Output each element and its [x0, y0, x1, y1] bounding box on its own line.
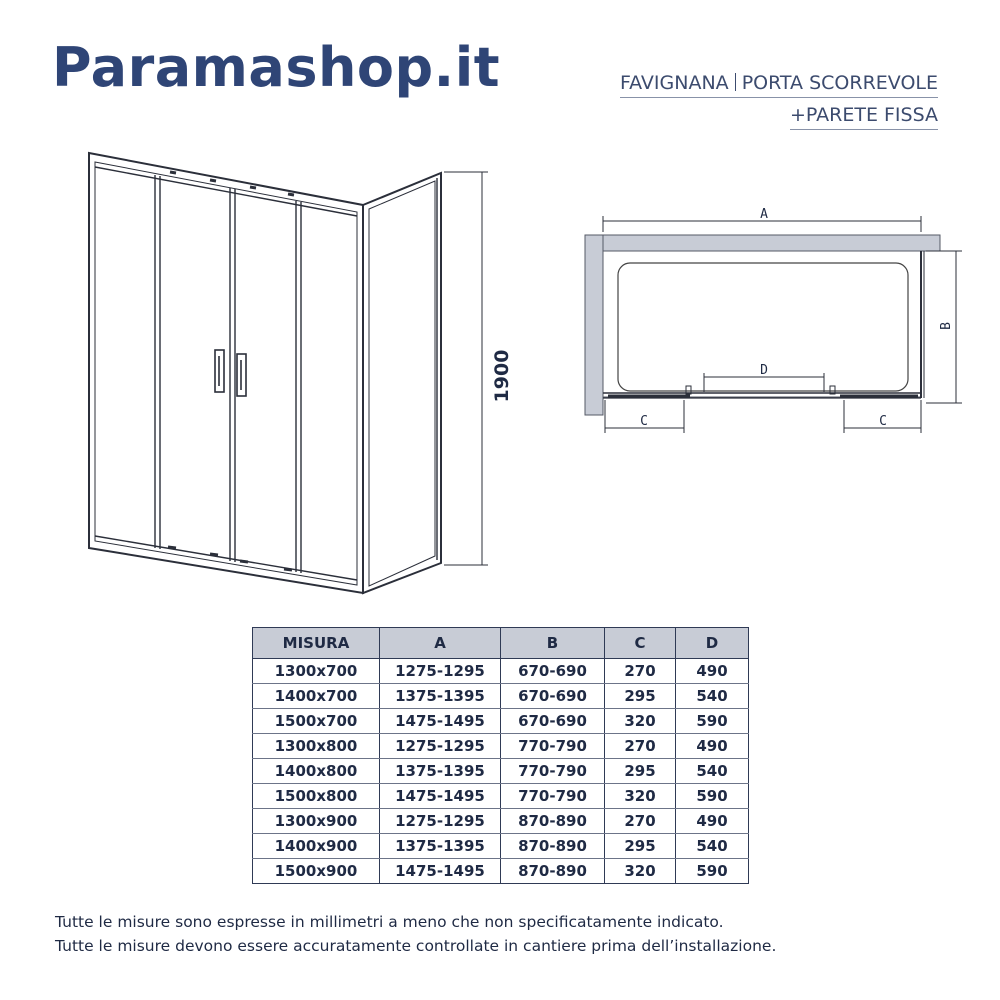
header-d: D — [676, 628, 749, 659]
cell-misura: 1500x900 — [253, 859, 380, 884]
table-row — [253, 709, 749, 734]
cell-d: 590 — [676, 709, 749, 734]
cell-c: 270 — [605, 734, 676, 759]
cell-misura: 1400x700 — [253, 684, 380, 709]
product-addon: +PARETE FISSA — [790, 104, 938, 130]
cell-b: 870-890 — [501, 859, 605, 884]
cell-b: 670-690 — [501, 659, 605, 684]
table-row — [253, 734, 749, 759]
cell-a: 1275-1295 — [380, 659, 501, 684]
table-header-row — [253, 628, 749, 659]
plan-label-a: A — [760, 207, 768, 222]
plan-view — [585, 216, 962, 433]
height-label: 1900 — [491, 349, 513, 403]
cell-c: 295 — [605, 684, 676, 709]
cell-d: 490 — [676, 734, 749, 759]
cell-b: 670-690 — [501, 684, 605, 709]
table-row — [253, 759, 749, 784]
cell-d: 490 — [676, 809, 749, 834]
height-dimension — [444, 172, 488, 565]
table-row — [253, 834, 749, 859]
cell-d: 590 — [676, 784, 749, 809]
cell-d: 490 — [676, 659, 749, 684]
cell-b: 770-790 — [501, 734, 605, 759]
cell-b: 770-790 — [501, 759, 605, 784]
cell-b: 770-790 — [501, 784, 605, 809]
cell-misura: 1300x700 — [253, 659, 380, 684]
cell-c: 320 — [605, 859, 676, 884]
cell-a: 1475-1495 — [380, 859, 501, 884]
table-row — [253, 684, 749, 709]
plan-label-d: D — [760, 363, 768, 378]
cell-misura: 1300x800 — [253, 734, 380, 759]
cell-a: 1375-1395 — [380, 684, 501, 709]
cell-d: 540 — [676, 759, 749, 784]
product-type: PORTA SCORREVOLE — [741, 72, 938, 94]
plan-label-c-right: C — [879, 414, 887, 429]
footnotes — [55, 910, 776, 958]
footnote-units: Tutte le misure sono espresse in millimetri a meno che non specificatamente indicato. — [55, 913, 724, 931]
cell-a: 1475-1495 — [380, 709, 501, 734]
footnote-check: Tutte le misure devono essere accuratamente controllate in cantiere prima dell’installazione. — [55, 937, 777, 955]
product-name: FAVIGNANA — [619, 72, 729, 94]
cell-c: 320 — [605, 709, 676, 734]
table-row — [253, 659, 749, 684]
cell-a: 1375-1395 — [380, 834, 501, 859]
cell-c: 270 — [605, 659, 676, 684]
cell-d: 540 — [676, 684, 749, 709]
cell-b: 670-690 — [501, 709, 605, 734]
cell-misura: 1400x800 — [253, 759, 380, 784]
header-b: B — [501, 628, 605, 659]
cell-a: 1375-1395 — [380, 759, 501, 784]
door-handle-right — [237, 354, 246, 396]
plan-label-b: B — [939, 322, 954, 330]
shower-enclosure-perspective — [89, 153, 441, 593]
cell-misura: 1300x900 — [253, 809, 380, 834]
header-a: A — [380, 628, 501, 659]
table-row — [253, 859, 749, 884]
cell-misura: 1400x900 — [253, 834, 380, 859]
cell-c: 270 — [605, 809, 676, 834]
cell-b: 870-890 — [501, 834, 605, 859]
table-row — [253, 809, 749, 834]
door-handle-left — [215, 350, 224, 392]
table-row — [253, 784, 749, 809]
cell-a: 1275-1295 — [380, 734, 501, 759]
cell-c: 295 — [605, 759, 676, 784]
cell-misura: 1500x700 — [253, 709, 380, 734]
cell-d: 590 — [676, 859, 749, 884]
brand-logo: Paramashop.it — [52, 36, 501, 99]
cell-c: 320 — [605, 784, 676, 809]
header-misura: MISURA — [253, 628, 380, 659]
cell-d: 540 — [676, 834, 749, 859]
cell-b: 870-890 — [501, 809, 605, 834]
size-table — [252, 627, 749, 884]
header-c: C — [605, 628, 676, 659]
cell-a: 1475-1495 — [380, 784, 501, 809]
cell-misura: 1500x800 — [253, 784, 380, 809]
cell-c: 295 — [605, 834, 676, 859]
cell-a: 1275-1295 — [380, 809, 501, 834]
plan-label-c-left: C — [640, 414, 648, 429]
